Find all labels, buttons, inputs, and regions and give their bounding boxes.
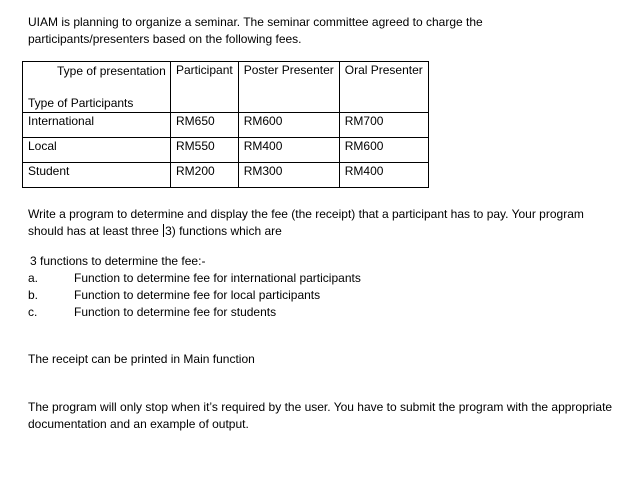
row-type: International <box>23 113 171 138</box>
table-row <box>23 138 429 163</box>
closing-paragraph: The program will only stop when it’s required by the user. You have to submit the program with the appropriate documentation and an example of output. <box>28 400 613 431</box>
fee-oral: RM700 <box>339 113 428 138</box>
list-item-text: Function to determine fee for international participants <box>74 271 361 285</box>
table-row <box>23 113 429 138</box>
fee-table <box>22 61 429 188</box>
header-poster-presenter: Poster Presenter <box>238 62 339 113</box>
row-type: Student <box>23 163 171 188</box>
list-marker: b. <box>28 288 39 302</box>
fee-participant: RM550 <box>171 138 239 163</box>
presentation-type-label: Type of presentation <box>57 64 166 78</box>
fee-oral: RM400 <box>339 163 428 188</box>
task-paragraph[interactable] <box>28 206 608 240</box>
participant-type-label: Type of Participants <box>28 96 134 110</box>
fee-participant: RM650 <box>171 113 239 138</box>
text-cursor <box>163 224 164 237</box>
receipt-paragraph: The receipt can be printed in Main function <box>28 352 255 366</box>
header-participant: Participant <box>171 62 239 113</box>
list-marker: a. <box>28 271 39 285</box>
list-item <box>28 270 361 287</box>
fee-oral: RM600 <box>339 138 428 163</box>
row-type: Local <box>23 138 171 163</box>
header-oral-presenter: Oral Presenter <box>339 62 428 113</box>
fee-participant: RM200 <box>171 163 239 188</box>
fee-poster: RM300 <box>238 163 339 188</box>
fee-poster: RM600 <box>238 113 339 138</box>
intro-paragraph: UIAM is planning to organize a seminar. The seminar committee agreed to charge the participants/presenters based on the following fees. <box>28 15 483 46</box>
functions-heading: 3 functions to determine the fee:- <box>30 254 206 268</box>
list-item <box>28 304 276 321</box>
table-header-row <box>23 62 429 113</box>
list-marker: c. <box>28 305 38 319</box>
task-text-before-cursor: Write a program to determine and display the fee (the receipt) that a participant has to pay. Your program should has at least three <box>28 207 584 238</box>
list-item-text: Function to determine fee for local participants <box>74 288 321 302</box>
table-corner-cell <box>23 62 171 113</box>
fee-poster: RM400 <box>238 138 339 163</box>
list-item-text: Function to determine fee for students <box>74 305 277 319</box>
table-row <box>23 163 429 188</box>
task-text-after-cursor: 3) functions which are <box>165 224 282 238</box>
list-item <box>28 287 320 304</box>
